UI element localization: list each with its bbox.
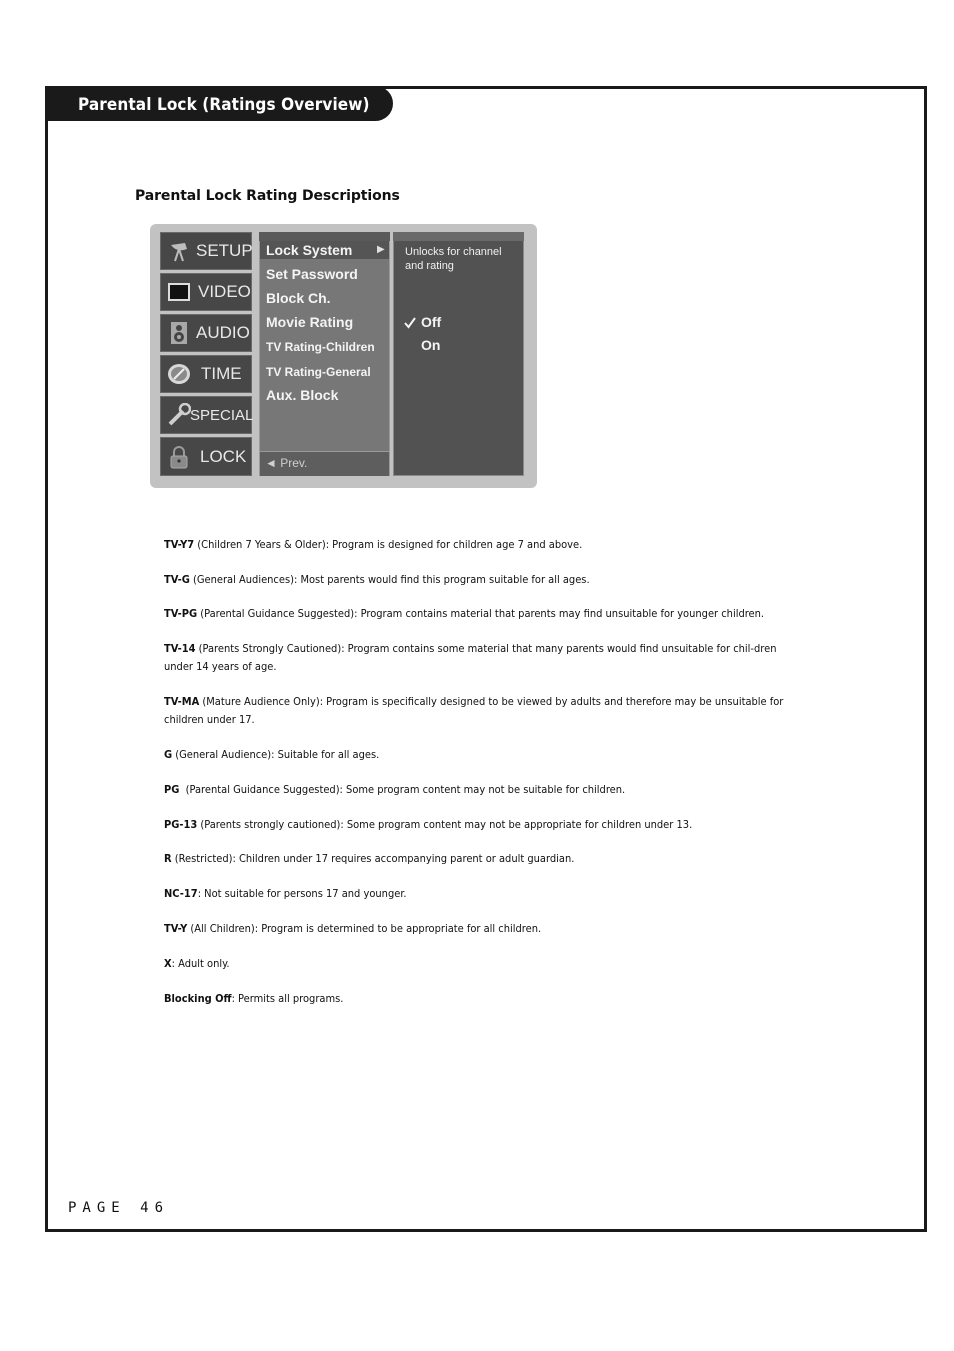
osd-item-setup[interactable] bbox=[160, 232, 252, 270]
rating-text: (Mature Audience Only): Program is specifically designed to be viewed by adults and therefore may be unsuitable for children under 17. bbox=[164, 695, 784, 726]
rating-code: G bbox=[164, 748, 173, 761]
padlock-icon bbox=[167, 445, 191, 469]
rating-description bbox=[164, 920, 804, 938]
osd-icon-label: LOCK bbox=[200, 446, 247, 466]
osd-item-lock[interactable] bbox=[160, 437, 252, 476]
rating-text: (Children 7 Years & Older): Program is designed for children age 7 and above. bbox=[194, 538, 583, 551]
rating-description bbox=[164, 955, 804, 973]
rating-code: X bbox=[164, 957, 172, 970]
osd-item-time[interactable] bbox=[160, 355, 252, 393]
rating-text: (Parents Strongly Cautioned): Program contains some material that many parents would find unsuitable for chil-dren under 14 years of age. bbox=[164, 642, 777, 673]
rating-code: TV-G bbox=[164, 573, 190, 586]
rating-text: (Parents strongly cautioned): Some program content may not be appropriate for children under 13. bbox=[197, 818, 693, 831]
rating-code: TV-Y7 bbox=[164, 538, 195, 551]
rating-description bbox=[164, 990, 804, 1008]
osd-icon-label: AUDIO bbox=[196, 323, 250, 342]
rating-description bbox=[164, 850, 804, 868]
page-title: Parental Lock (Ratings Overview) bbox=[78, 95, 370, 115]
osd-icon-label: TIME bbox=[201, 364, 242, 383]
prev-button[interactable]: ◄ Prev. bbox=[265, 456, 308, 470]
tv-screen-icon bbox=[167, 280, 191, 304]
rating-code: TV-14 bbox=[164, 642, 196, 655]
rating-description bbox=[164, 605, 804, 623]
rating-code: TV-Y bbox=[164, 922, 188, 935]
osd-icon-label: VIDEO bbox=[198, 282, 251, 301]
menu-item-block-ch[interactable]: Block Ch. bbox=[266, 290, 331, 306]
osd-item-audio[interactable] bbox=[160, 314, 252, 352]
rating-code: PG-13 bbox=[164, 818, 198, 831]
osd-submenu-top-bar bbox=[393, 232, 524, 241]
menu-item-aux-block[interactable]: Aux. Block bbox=[266, 387, 339, 403]
rating-description bbox=[164, 693, 804, 729]
rating-description bbox=[164, 571, 804, 589]
rating-code: PG bbox=[164, 783, 180, 796]
rating-code: TV-MA bbox=[164, 695, 200, 708]
osd-menu-top-bar bbox=[259, 232, 390, 241]
menu-item-lock-system[interactable]: Lock System bbox=[266, 242, 353, 258]
rating-code: Blocking Off bbox=[164, 992, 232, 1005]
menu-item-set-password[interactable]: Set Password bbox=[266, 266, 358, 282]
osd-icon-label: SETUP bbox=[196, 241, 253, 260]
satellite-dish-icon bbox=[167, 239, 191, 263]
rating-description bbox=[164, 536, 804, 554]
rating-text: (Parental Guidance Suggested): Program contains material that parents may find unsuitable for younger children. bbox=[197, 607, 765, 620]
submenu-help-text: Unlocks for channel and rating bbox=[405, 246, 502, 272]
menu-item-movie-rating[interactable]: Movie Rating bbox=[266, 314, 354, 330]
rating-code: R bbox=[164, 852, 172, 865]
clock-icon bbox=[167, 362, 191, 386]
wrench-icon bbox=[167, 403, 191, 427]
rating-description bbox=[164, 746, 804, 764]
speaker-icon bbox=[167, 321, 191, 345]
rating-text: : Adult only. bbox=[171, 957, 230, 970]
rating-description bbox=[164, 781, 804, 799]
rating-text: (General Audiences): Most parents would find this program suitable for all ages. bbox=[189, 573, 590, 586]
option-on[interactable]: On bbox=[421, 337, 441, 353]
rating-code: NC-17 bbox=[164, 887, 198, 900]
rating-description bbox=[164, 816, 804, 834]
osd-icon-label: SPECIAL bbox=[190, 406, 254, 424]
rating-text: (General Audience): Suitable for all ages. bbox=[172, 748, 380, 761]
rating-text: (Parental Guidance Suggested): Some program content may not be suitable for children. bbox=[179, 783, 626, 796]
rating-text: : Not suitable for persons 17 and younger. bbox=[197, 887, 407, 900]
rating-text: (Restricted): Children under 17 requires accompanying parent or adult guardian. bbox=[171, 852, 575, 865]
osd-item-special[interactable] bbox=[160, 396, 252, 434]
option-off[interactable]: Off bbox=[421, 314, 442, 330]
checkmark-icon bbox=[403, 316, 417, 330]
rating-text: (All Children): Program is determined to be appropriate for all children. bbox=[187, 922, 542, 935]
rating-description bbox=[164, 640, 804, 676]
rating-description bbox=[164, 885, 804, 903]
rating-text: : Permits all programs. bbox=[231, 992, 344, 1005]
osd-item-video[interactable] bbox=[160, 273, 252, 311]
osd-icon-column bbox=[160, 232, 252, 476]
selected-arrow-icon: ▶ bbox=[377, 244, 385, 255]
section-heading: Parental Lock Rating Descriptions bbox=[135, 188, 400, 204]
menu-item-tv-rating-children[interactable]: TV Rating-Children bbox=[266, 340, 375, 354]
page-number: PAGE 46 bbox=[68, 1200, 170, 1216]
menu-item-tv-rating-general[interactable]: TV Rating-General bbox=[266, 365, 371, 379]
rating-code: TV-PG bbox=[164, 607, 198, 620]
